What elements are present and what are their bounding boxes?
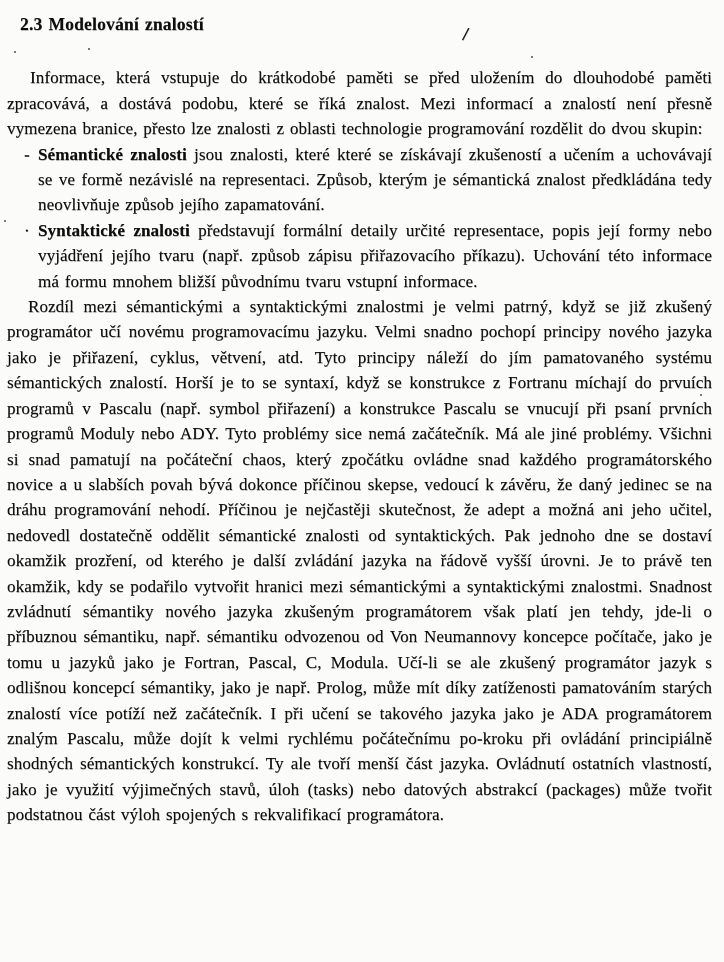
scan-speck [4,220,6,222]
list-item-syntactic-knowledge [7,218,712,294]
paragraph-discussion: Rozdíl mezi sémantickými a syntaktickými znalostmi je velmi patrný, když se již zkušený programátor učí novému programovacímu jazyku. Velmi snadno pochopí principy nového jazyka jako je přiřazení, cyklus, větvení, atd. Tyto principy náleží do jím pamatovaného systému sémantických znalostí. Horší je to se syntaxí, když se konstrukce z Fortranu míchají do prvuích programů v Pascalu (např. symbol přiřazení) a konstrukce Pascalu se vnucují při psaní prvních programů Moduly nebo ADY. Tyto problémy sice nemá začátečník. Má ale jiné problémy. Všichni si snad pamatují na počáteční chaos, který zpočátku ovládne snad každého programátorského novice a u slabších povah bývá dokonce příčinou skepse, vedoucí k závěru, že daný jedinec se na dráhu programování nehodí. Příčinou je nejčastěji skutečnost, že adept a možná ani jeho učitel, nedovedl dostatečně oddělit sémantické znalosti od syntaktických. Pak jednoho dne se dostaví okamžik prozření, od kterého je další zvládání jazyka na řádově vyšší úrovni. Je to právě ten okamžik, kdy se podařilo vytvořit hranici mezi sémantickými a syntaktickými znalostmi. Snadnost zvládnutí sémantiky nového jazyka zkušeným programátorem však platí jen tehdy, jde-li o příbuznou sémantiku, např. sémantiku odvozenou od Von Neumannovy koncepce počítače, jako je tomu u jazyků jako je Fortran, Pascal, C, Modula. Učí-li se ale zkušený programátor jazyk s odlišnou koncepcí sémantiky, jako je např. Prolog, může mít díky zatíženosti pamatováním starých znalostí více potíží než začátečník. I při učení se takového jazyka jako je ADA programátorem znalým Pascalu, může dojít k velmi rychlému počátečnímu po-kroku při ovládání principiálně shodných sémantických konstrukcí. Ty ale tvoří menší část jazyka. Ovládnutí ostatních vlastností, jako je využití výjimečných stavů, úloh (tasks) nebo datových abstrakcí (packages) může tvořit podstatnou část výloh spojených s rekvalifikací programátora. [7,297,712,825]
scan-speck [700,394,702,396]
scan-speck [88,48,90,50]
section-heading: 2.3 Modelování znalostí [20,14,204,34]
knowledge-types-list [7,142,712,294]
scan-artifact-slash: / [463,24,469,44]
list-item-syntactic-text: představují formální detaily určité representace, popis její formy nebo vyjádření jejího tvaru (např. způsob zápisu přiřazovacího příkazu). Uchování této informace má formu mnohem bližší původnímu tvaru vstupní informace. [38,220,712,291]
term-semantic-knowledge: Sémantické znalosti [38,144,187,164]
list-item-semantic-knowledge [7,142,712,218]
term-syntactic-knowledge: Syntaktické znalosti [38,220,190,240]
list-bullet-dot: · [24,220,30,240]
paragraph-intro: Informace, která vstupuje do krátkodobé paměti se před uložením do dlouhodobé paměti zpracovává, a dostává podobu, které se říká znalost. Mezi informací a znalostí není přesně vymezena branice, přesto lze znalosti z oblasti technologie programování rozdělit do dvou skupin: [7,68,712,139]
list-bullet-dash: - [24,144,30,164]
scan-speck [531,56,533,58]
list-item-semantic-text: jsou znalosti, které které se získávají zkušeností a učením a uchovávají se ve formě nezávislé na representaci. Způsob, kterým je sémantická znalost předkládána tedy neovlivňuje způsob jejího zapamatování. [38,144,712,215]
scan-speck [14,51,16,53]
